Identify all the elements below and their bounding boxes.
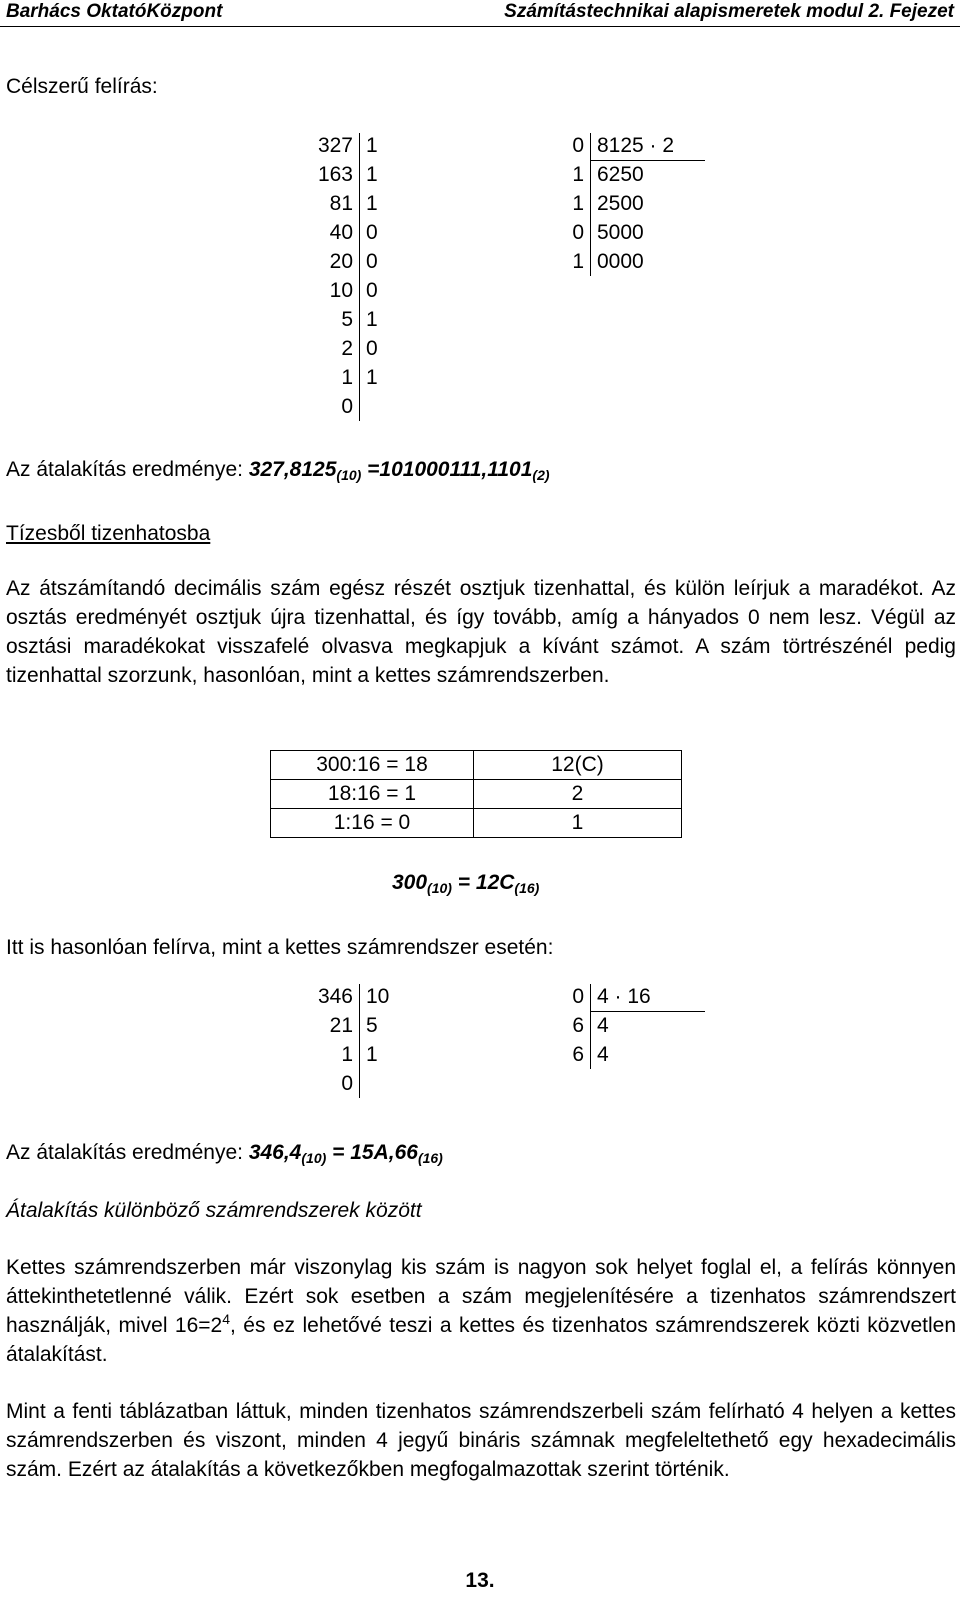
division-cell: 1:16 = 0 <box>271 809 474 838</box>
quotient-value: 10 <box>329 279 353 302</box>
multiplier-line <box>590 160 705 161</box>
result-label: Az átalakítás eredménye: <box>6 1141 243 1164</box>
quotient-value: 40 <box>329 221 353 244</box>
result-label: Az átalakítás eredménye: <box>6 458 243 481</box>
remainder-value: 1 <box>366 308 378 331</box>
integer-part-value: 1 <box>572 250 584 273</box>
header-right: Számítástechnikai alapismeretek modul 2. Fejezet <box>504 1 954 22</box>
fraction-value: 4 <box>597 1014 609 1037</box>
page-number: 13. <box>465 1569 495 1592</box>
integer-part-value: 0 <box>572 221 584 244</box>
remainder-cell: 1 <box>474 809 682 838</box>
heading-between-systems: Átalakítás különböző számrendszerek között <box>6 1199 422 1222</box>
paragraph-2: Mint a fenti táblázatban láttuk, minden tizenhatos számrendszerbeli szám felírható 4 helyen a kettes számrendszerben és viszont, minden 4 jegyű bináris számnak megfeleltethető egy hexadecimális szám. Ezért az átalakítás a következőkben megfogalmazottak szerint történik. <box>6 1400 956 1481</box>
table-row <box>271 780 682 809</box>
heading-dec-to-hex: Tízesből tizenhatosba <box>6 522 211 545</box>
remainder-value: 10 <box>366 985 390 1008</box>
divider-line <box>359 133 360 421</box>
paragraph-1: Kettes számrendszerben már viszonylag kis szám is nagyon sok helyet foglal el, a felírás könnyen áttekinthetetlenné válik. Ezért sok esetben a szám megjelenítésére a tizenhatos számrendszert használják, mivel $16=2^4$, és ez lehetővé teszi a kettes és tizenhatos számrendszerek közti közvetlen átalakítást. <box>6 1256 956 1366</box>
quotient-value: 2 <box>341 337 353 360</box>
hex-equation: $300_{(10)} = 12C_{(16)}$ <box>392 871 540 896</box>
quotient-value: 5 <box>341 308 353 331</box>
fraction-value: 2500 <box>597 192 644 215</box>
fraction-value: 5000 <box>597 221 644 244</box>
fraction-value: 4 · 16 <box>597 985 651 1008</box>
quotient-value: 346 <box>317 985 353 1008</box>
result-value: $327,8125_{(10)} =101000111,1101_{(2)}$ <box>248 458 550 483</box>
quotient-value: 163 <box>317 163 353 186</box>
division-cell: 300:16 = 18 <box>271 751 474 780</box>
integer-part-value: 1 <box>572 163 584 186</box>
header-left: Barhács OktatóKözpont <box>6 1 223 22</box>
divider-line <box>590 984 591 1069</box>
integer-part-value: 6 <box>572 1043 584 1066</box>
integer-part-value: 0 <box>572 985 584 1008</box>
remainder-value: 1 <box>366 366 378 389</box>
result-line-1 <box>6 455 550 490</box>
integer-part-value: 6 <box>572 1014 584 1037</box>
remainder-value: 1 <box>366 1043 378 1066</box>
divider-line <box>359 984 360 1098</box>
quotient-value: 0 <box>341 1072 353 1095</box>
table-row <box>271 751 682 780</box>
remainder-value: 0 <box>366 337 378 360</box>
quotient-value: 20 <box>329 250 353 273</box>
also-text: Itt is hasonlóan felírva, mint a kettes számrendszer esetén: <box>6 936 554 959</box>
hex-division-table <box>270 750 682 838</box>
table-row <box>271 809 682 838</box>
fraction-value: 0000 <box>597 250 644 273</box>
fraction-value: 6250 <box>597 163 644 186</box>
remainder-cell: 12(C) <box>474 751 682 780</box>
integer-part-value: 1 <box>572 192 584 215</box>
divider-line <box>590 133 591 276</box>
remainder-value: 0 <box>366 250 378 273</box>
remainder-value: 0 <box>366 279 378 302</box>
fraction-value: 4 <box>597 1043 609 1066</box>
integer-part-value: 0 <box>572 134 584 157</box>
header-rule <box>0 26 960 27</box>
remainder-value: 1 <box>366 192 378 215</box>
quotient-value: 1 <box>341 1043 353 1066</box>
quotient-value: 0 <box>341 395 353 418</box>
quotient-value: 81 <box>329 192 353 215</box>
quotient-value: 1 <box>341 366 353 389</box>
hex-explanation-paragraph: Az átszámítandó decimális szám egész részét osztjuk tizenhattal, és külön leírjuk a maradékot. Az osztás eredményét osztjuk újra tizenhattal, és így tovább, amíg a hányados 0 nem lesz. Végül az osztási maradékokat visszafelé olvasva megkapjuk a kívánt számot. A szám törtrészénél pedig tizenhattal szorzunk, hasonlóan, mint a kettes számrendszerben. <box>6 577 956 687</box>
fraction-value: 8125 · 2 <box>597 134 675 157</box>
quotient-value: 327 <box>317 134 353 157</box>
remainder-value: 1 <box>366 163 378 186</box>
result-line-2 <box>6 1138 443 1173</box>
multiplier-line <box>590 1011 705 1012</box>
division-cell: 18:16 = 1 <box>271 780 474 809</box>
remainder-value: 0 <box>366 221 378 244</box>
remainder-value: 1 <box>366 134 378 157</box>
result-value: $346,4_{(10)} = 15A,66_{(16)}$ <box>248 1141 443 1166</box>
intro-text: Célszerű felírás: <box>6 75 158 98</box>
quotient-value: 21 <box>329 1014 353 1037</box>
remainder-value: 5 <box>366 1014 378 1037</box>
remainder-cell: 2 <box>474 780 682 809</box>
